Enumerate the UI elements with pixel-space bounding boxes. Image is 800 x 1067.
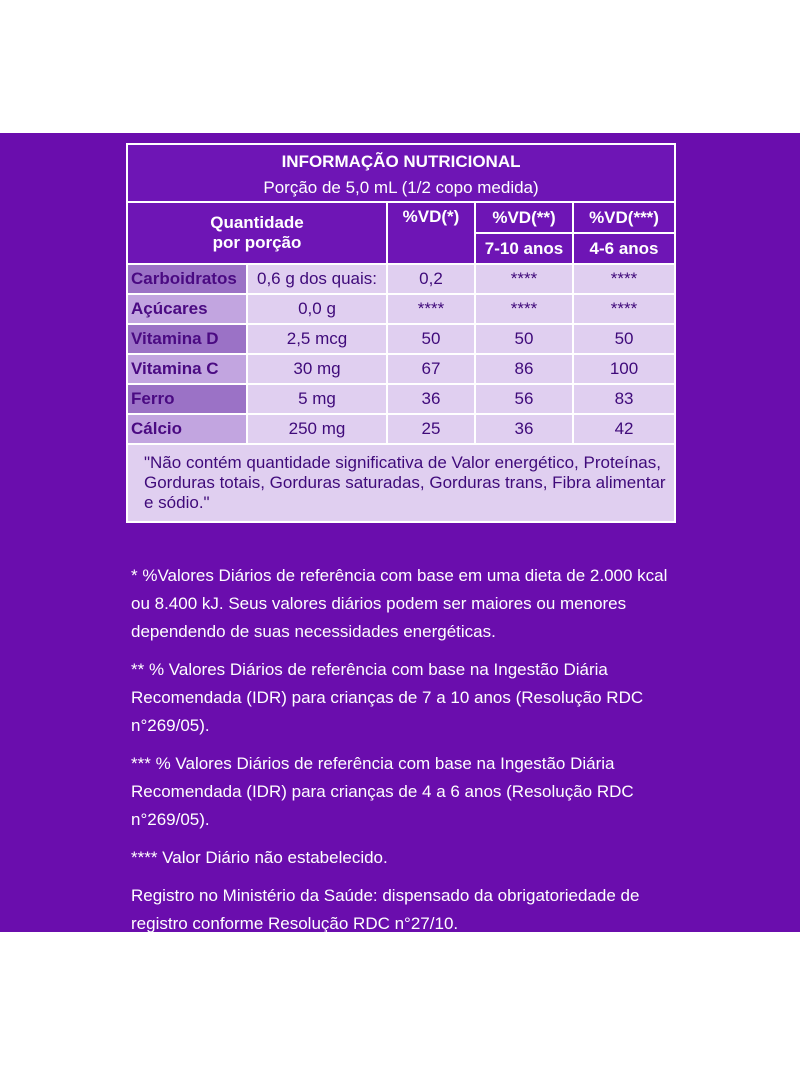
nutrient-name: Vitamina D [127, 324, 247, 354]
nutrient-vd3: 100 [573, 354, 675, 384]
table-title: INFORMAÇÃO NUTRICIONAL [281, 152, 521, 171]
quantity-header [127, 202, 387, 264]
nutrient-vd3: 83 [573, 384, 675, 414]
nutrient-amount: 5 mg [247, 384, 387, 414]
footnote-vd2: ** % Valores Diários de referência com base na Ingestão Diária Recomendada (IDR) para crianças de 7 a 10 anos (Resolução RDC n°269/05). [131, 660, 644, 735]
nutrient-vd2: 50 [475, 324, 573, 354]
quantity-header-line1: Quantidade [210, 213, 304, 232]
nutrient-amount: 2,5 mcg [247, 324, 387, 354]
table-row [127, 324, 675, 354]
table-row [127, 414, 675, 444]
serving-size: Porção de 5,0 mL (1/2 copo medida) [263, 178, 539, 197]
nutrient-name: Carboidratos [127, 264, 247, 294]
footnote-registration: Registro no Ministério da Saúde: dispensado da obrigatoriedade de registro conforme Resolução RDC n°27/10. [131, 886, 640, 933]
nutrient-vd1: 36 [387, 384, 475, 414]
table-row [127, 264, 675, 294]
nutrient-amount: 30 mg [247, 354, 387, 384]
nutrient-vd3: **** [573, 264, 675, 294]
nutrient-vd2: 86 [475, 354, 573, 384]
vd3-subheader: 4-6 anos [573, 233, 675, 264]
vd1-header: %VD(*) [387, 202, 475, 264]
nutrient-amount: 250 mg [247, 414, 387, 444]
nutrient-vd1: 25 [387, 414, 475, 444]
footnote-vd1: * %Valores Diários de referência com base em uma dieta de 2.000 kcal ou 8.400 kJ. Seus valores diários podem ser maiores ou menores dependendo de suas necessidades energéticas. [131, 566, 668, 641]
nutrient-vd1: 50 [387, 324, 475, 354]
nutrient-vd1: 67 [387, 354, 475, 384]
nutrient-vd2: **** [475, 264, 573, 294]
nutrient-vd3: 50 [573, 324, 675, 354]
nutrient-vd2: 36 [475, 414, 573, 444]
nutrient-amount: 0,0 g [247, 294, 387, 324]
nutrient-vd3: 42 [573, 414, 675, 444]
footnote-not-established: **** Valor Diário não estabelecido. [131, 848, 388, 867]
table-note: "Não contém quantidade significativa de Valor energético, Proteínas, Gorduras totais, Gorduras saturadas, Gorduras trans, Fibra alimentar e sódio." [127, 444, 675, 522]
vd3-header: %VD(***) [573, 202, 675, 233]
nutrient-amount: 0,6 g dos quais: [247, 264, 387, 294]
nutrient-vd1: **** [387, 294, 475, 324]
nutrient-vd2: **** [475, 294, 573, 324]
nutrient-vd2: 56 [475, 384, 573, 414]
vd2-subheader: 7-10 anos [475, 233, 573, 264]
nutrient-name: Vitamina C [127, 354, 247, 384]
table-row [127, 354, 675, 384]
nutrient-name: Açúcares [127, 294, 247, 324]
nutrient-vd3: **** [573, 294, 675, 324]
table-row [127, 294, 675, 324]
nutrition-table [126, 143, 676, 523]
vd2-header: %VD(**) [475, 202, 573, 233]
nutrient-name: Ferro [127, 384, 247, 414]
footnotes [131, 562, 691, 948]
table-title-cell [127, 144, 675, 202]
footnote-vd3: *** % Valores Diários de referência com base na Ingestão Diária Recomendada (IDR) para crianças de 4 a 6 anos (Resolução RDC n°269/05). [131, 754, 634, 829]
quantity-header-line2: por porção [212, 233, 302, 252]
nutrient-name: Cálcio [127, 414, 247, 444]
table-row [127, 384, 675, 414]
nutrient-vd1: 0,2 [387, 264, 475, 294]
